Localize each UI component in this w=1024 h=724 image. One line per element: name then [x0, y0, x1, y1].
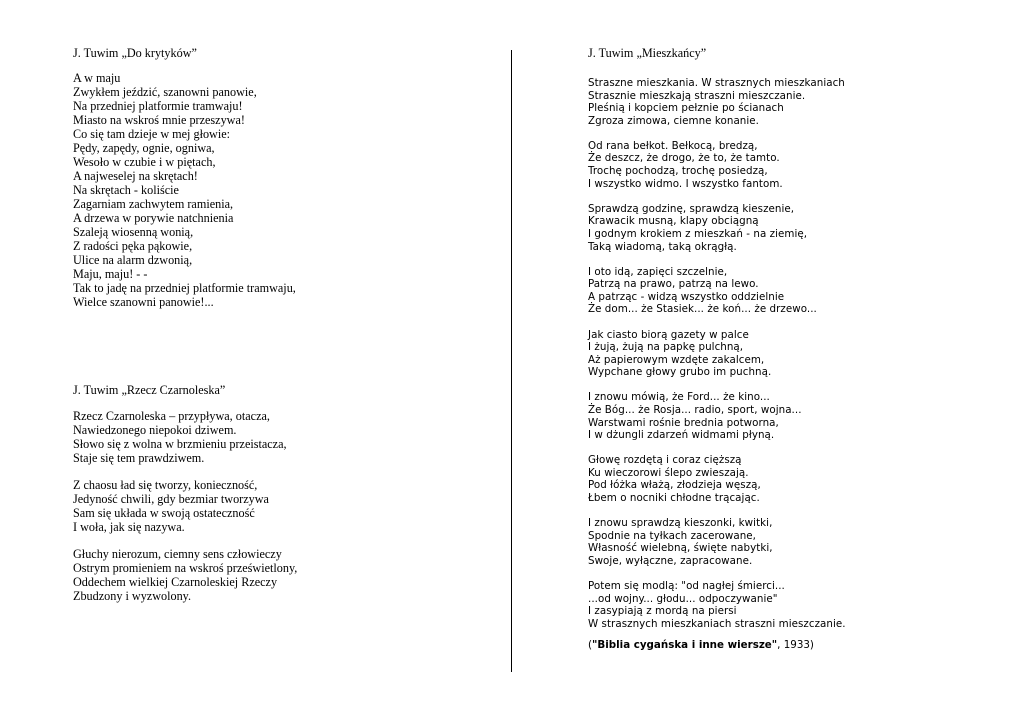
poem-line: Zwykłem jeździć, szanowni panowie, — [73, 85, 257, 99]
poem-stanza — [588, 580, 1008, 630]
poem-line: Łbem o nocniki chłodne trącając. — [588, 492, 760, 505]
poem-line: Taką wiadomą, taką okrągłą. — [588, 240, 737, 253]
poem-line: Staje się tem prawdziwem. — [73, 451, 205, 465]
poem-line: Aż papierowym wzdęte zakalcem, — [588, 353, 765, 366]
poem-line: I wszystko widmo. I wszystko fantom. — [588, 177, 783, 190]
poem-line: Zagarniam zachwytem ramienia, — [73, 197, 234, 211]
poem-title: J. Tuwim „Do krytyków” — [73, 46, 197, 60]
poem-line: Wypchane głowy grubo im puchną. — [588, 366, 772, 379]
poem-line: Rzecz Czarnoleska – przypływa, otacza, — [73, 409, 270, 423]
poem-line: Głuchy nierozum, ciemny sens człowieczy — [73, 547, 282, 561]
poem-line: Pleśnią i kopciem pełznie po ścianach — [588, 102, 784, 115]
poem-line: Krawacik musną, klapy obciągną — [588, 215, 759, 228]
poem-stanza — [588, 454, 1008, 504]
poem-line: I godnym krokiem z mieszkań - na ziemię, — [588, 227, 808, 240]
poem-line: Ulice na alarm dzwonią, — [73, 253, 193, 267]
poem-line: Maju, maju! - - — [73, 267, 148, 281]
poem-do-krytykow — [73, 46, 493, 319]
poem-line: I znowu mówią, że Ford... że kino... — [588, 391, 770, 404]
poem-stanza — [73, 409, 493, 465]
poem-line: Sam się układa w swoją ostateczność — [73, 506, 255, 520]
poem-line: Na przedniej platformie tramwaju! — [73, 99, 243, 113]
poem-line: Wielce szanowni panowie!... — [73, 295, 214, 309]
poem-line: A drzewa w porywie natchnienia — [73, 211, 234, 225]
poem-line: Warstwami rośnie brednia potworna, — [588, 416, 779, 429]
poem-line: I żują, żują na papkę pulchną, — [588, 341, 744, 354]
poem-line: Sprawdzą godzinę, sprawdzą kieszenie, — [588, 202, 795, 215]
poem-stanza — [588, 517, 1008, 567]
poem-line: Głowę rozdętą i coraz cięższą — [588, 454, 742, 467]
poem-line: Pod łóżka włażą, złodzieja węszą, — [588, 479, 761, 492]
poem-line: Że dom... że Stasiek... że koń... że drzewo... — [588, 303, 817, 316]
poem-line: Jedyność chwili, gdy bezmiar tworzywa — [73, 492, 269, 506]
poem-line: Oddechem wielkiej Czarnoleskiej Rzeczy — [73, 575, 278, 589]
poem-line: Nawiedzonego niepokoi dziwem. — [73, 423, 237, 437]
poem-line: I oto idą, zapięci szczelnie, — [588, 265, 728, 278]
poem-title: J. Tuwim „Rzecz Czarnoleska” — [73, 383, 226, 397]
poem-line: Strasznie mieszkają straszni mieszczanie. — [588, 89, 806, 102]
poem-line: Ostrym promieniem na wskroś prześwietlony, — [73, 561, 298, 575]
source-year: , 1933) — [777, 638, 814, 651]
poem-line: A patrząc - widzą wszystko oddzielnie — [588, 290, 785, 303]
column-divider — [511, 50, 512, 672]
poem-stanza — [73, 547, 493, 603]
source-book-title: "Biblia cygańska i inne wiersze" — [592, 638, 778, 651]
poem-line: Że Bóg... że Rosja... radio, sport, wojna... — [588, 403, 802, 416]
poem-stanza — [588, 266, 1008, 316]
poem-line: Tak to jadę na przedniej platformie tramwaju, — [73, 281, 296, 295]
poem-stanza — [73, 478, 493, 534]
poem-stanza — [588, 203, 1008, 253]
poem-line: I zasypiają z mordą na piersi — [588, 605, 737, 618]
poem-line: Patrzą na prawo, patrzą na lewo. — [588, 278, 759, 291]
poem-stanza — [588, 140, 1008, 190]
poem-line: I woła, jak się nazywa. — [73, 520, 185, 534]
poem-line: Zgroza zimowa, ciemne konanie. — [588, 114, 760, 127]
poem-line: Spodnie na tyłkach zacerowane, — [588, 529, 757, 542]
poem-line: Co się tam dzieje w mej głowie: — [73, 127, 231, 141]
poem-stanza — [588, 329, 1008, 379]
poem-mieszkancy — [588, 46, 1008, 651]
poem-line: Trochę pochodzą, trochę posiedzą, — [588, 165, 768, 178]
poem-line: A w maju — [73, 71, 121, 85]
poem-line: Na skrętach - koliście — [73, 183, 179, 197]
poem-line: Straszne mieszkania. W strasznych mieszkaniach — [588, 77, 845, 89]
poem-line: Miasto na wskroś mnie przeszywa! — [73, 113, 245, 127]
poem-stanza — [588, 391, 1008, 441]
poem-line: Własność wielebną, święte nabytki, — [588, 542, 773, 555]
poem-source-citation — [588, 639, 1008, 652]
poem-line: Jak ciasto biorą gazety w palce — [588, 328, 749, 341]
poem-line: A najweselej na skrętach! — [73, 169, 198, 183]
poem-line: Słowo się z wolna w brzmieniu przeistacza, — [73, 437, 287, 451]
poem-line: Że deszcz, że drogo, że to, że tamto. — [588, 152, 780, 165]
poem-line: W strasznych mieszkaniach straszni mieszczanie. — [588, 617, 846, 630]
poem-title: J. Tuwim „Mieszkańcy” — [588, 46, 707, 60]
poem-line: Ku wieczorowi ślepo zwieszają. — [588, 466, 749, 479]
poem-stanza — [588, 77, 1008, 127]
poem-line: I w dżungli zdarzeń widmami płyną. — [588, 429, 775, 442]
poem-line: Szaleją wiosenną wonią, — [73, 225, 194, 239]
poem-line: Potem się modlą: "od nagłej śmierci... — [588, 580, 785, 592]
poem-line: Pędy, zapędy, ognie, ogniwa, — [73, 141, 215, 155]
poem-line: Swoje, wyłączne, zapracowane. — [588, 554, 753, 567]
poem-line: Wesoło w czubie i w piętach, — [73, 155, 216, 169]
poem-line: Zbudzony i wyzwolony. — [73, 589, 192, 603]
poem-line: Z chaosu ład się tworzy, konieczność, — [73, 478, 258, 492]
poem-line: ...od wojny... głodu... odpoczywanie" — [588, 592, 778, 605]
poem-stanza — [73, 71, 493, 309]
poem-rzecz-czarnoleska — [73, 383, 493, 616]
poem-line: Z radości pęka pąkowie, — [73, 239, 193, 253]
source-open: ( — [588, 638, 593, 651]
poem-line: Od rana bełkot. Bełkocą, bredzą, — [588, 139, 758, 152]
poem-line: I znowu sprawdzą kieszonki, kwitki, — [588, 517, 773, 530]
